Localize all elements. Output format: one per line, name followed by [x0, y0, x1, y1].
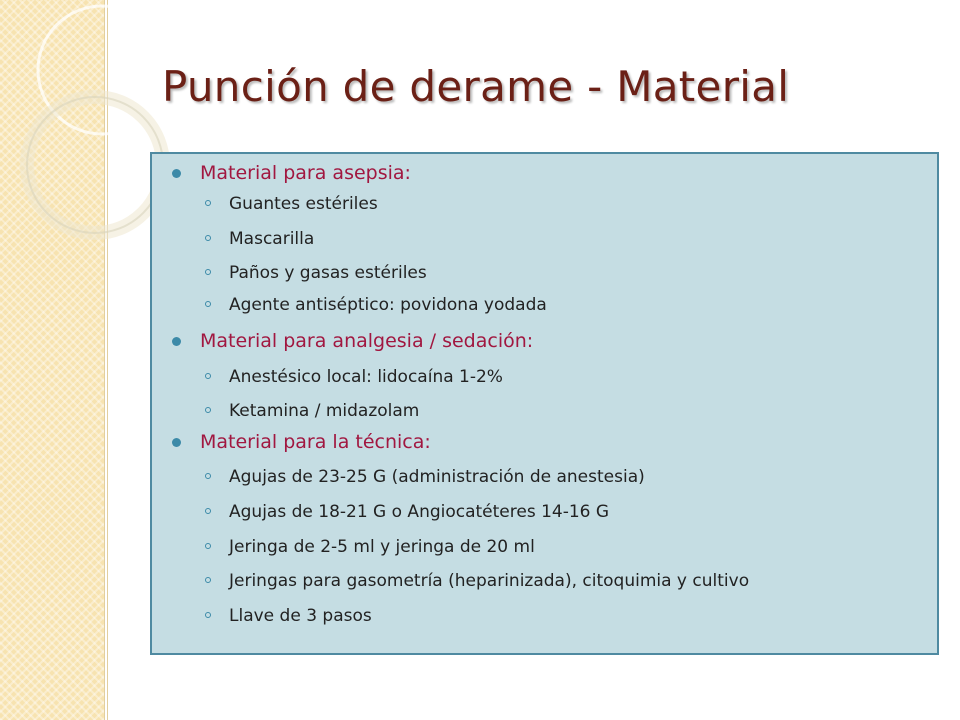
list-item [152, 294, 547, 316]
section-heading [152, 161, 411, 185]
section-heading-text: Material para la técnica: [200, 431, 431, 453]
section-heading [152, 329, 533, 353]
ring-bullet-icon [205, 301, 211, 307]
ring-bullet-icon [205, 200, 211, 206]
list-item-text: Agujas de 23-25 G (administración de anestesia) [229, 467, 645, 487]
list-item-text: Agujas de 18-21 G o Angiocatéteres 14-16 G [229, 502, 610, 522]
content-box [150, 152, 939, 655]
ring-bullet-icon [205, 235, 211, 241]
bullet-icon [172, 337, 181, 346]
section-asepsia [152, 161, 411, 185]
list-item [152, 366, 503, 388]
list-item [152, 262, 427, 284]
section-heading [152, 430, 431, 454]
section-analgesia [152, 329, 533, 353]
list-item-text: Paños y gasas estériles [229, 263, 427, 283]
list-item [152, 228, 314, 250]
slide-title: Punción de derame - Material [162, 62, 790, 111]
ring-bullet-icon [205, 612, 211, 618]
ring-bullet-icon [205, 508, 211, 514]
ring-bullet-icon [205, 373, 211, 379]
ring-bullet-icon [205, 543, 211, 549]
list-item-text: Llave de 3 pasos [229, 606, 372, 626]
ring-bullet-icon [205, 577, 211, 583]
list-item-text: Mascarilla [229, 229, 315, 249]
list-item [152, 536, 535, 558]
section-heading-text: Material para asepsia: [200, 162, 411, 184]
list-item-text: Agente antiséptico: povidona yodada [229, 295, 547, 315]
list-item [152, 400, 419, 422]
list-item [152, 570, 749, 592]
ring-bullet-icon [205, 407, 211, 413]
list-item-text: Anestésico local: lidocaína 1-2% [229, 367, 503, 387]
section-tecnica [152, 430, 431, 454]
list-item-text: Jeringas para gasometría (heparinizada), citoquimia y cultivo [229, 571, 750, 591]
list-item-text: Jeringa de 2-5 ml y jeringa de 20 ml [229, 537, 535, 557]
list-item [152, 193, 378, 215]
bullet-icon [172, 169, 181, 178]
list-item [152, 501, 609, 523]
ring-bullet-icon [205, 269, 211, 275]
section-heading-text: Material para analgesia / sedación: [200, 330, 534, 352]
bullet-icon [172, 438, 181, 447]
list-item-text: Ketamina / midazolam [229, 401, 420, 421]
list-item-text: Guantes estériles [229, 194, 378, 214]
list-item [152, 466, 645, 488]
ring-bullet-icon [205, 473, 211, 479]
list-item [152, 605, 372, 627]
